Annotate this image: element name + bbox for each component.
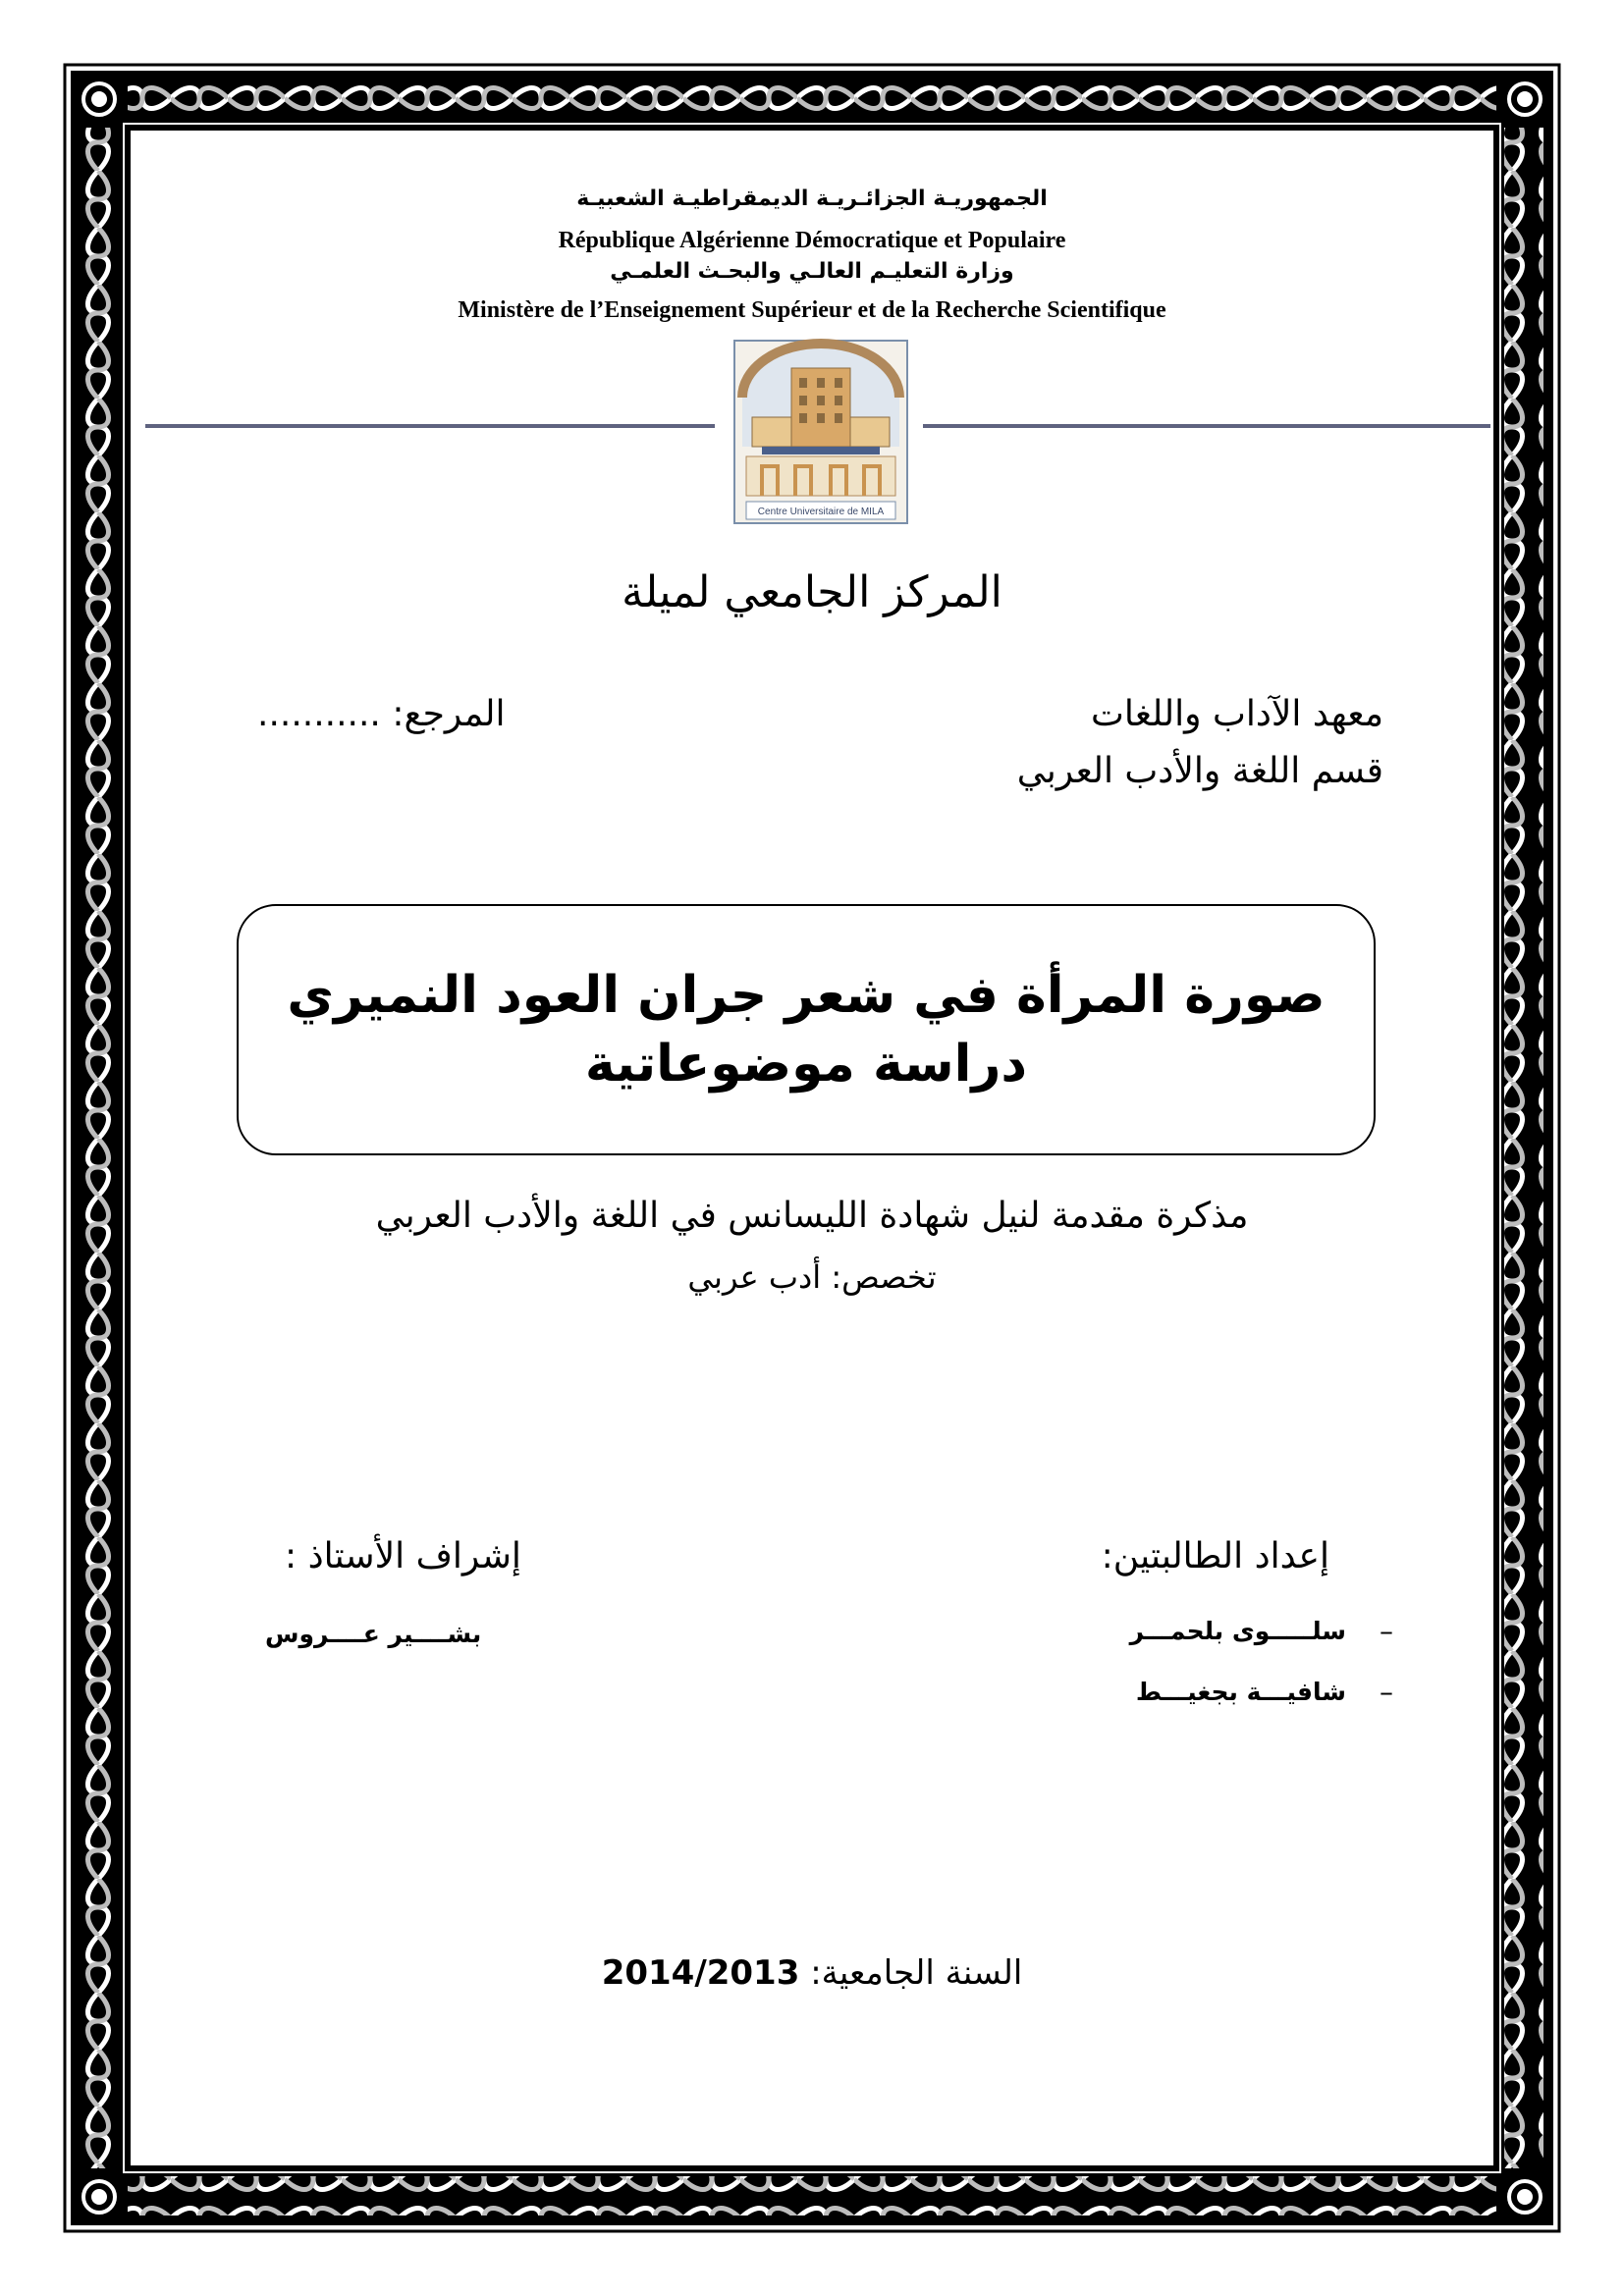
degree-statement: مذكرة مقدمة لنيل شهادة الليسانس في اللغة والأدب العربي	[375, 1196, 1249, 1236]
students-label: إعداد الطالبتين:	[1101, 1536, 1329, 1576]
specialty: تخصص: أدب عربي	[687, 1258, 937, 1296]
logo-caption: Centre Universitaire de MILA	[757, 507, 885, 517]
institute-name: معهد الآداب واللغات	[1091, 694, 1383, 734]
thesis-title-line1: صورة المرأة في شعر جران العود النميري	[287, 965, 1326, 1025]
header-rule-right	[923, 424, 1490, 428]
university-logo	[732, 339, 909, 525]
student-name-1: سلـــــوى بلحمـــر	[1129, 1617, 1346, 1645]
thesis-title-box	[237, 904, 1376, 1155]
student-name-2: شافيـــة بجغيـــط	[1135, 1678, 1346, 1706]
reference-field: المرجع: ...........	[257, 694, 506, 734]
supervisor-label: إشراف الأستاذ :	[285, 1536, 521, 1576]
academic-year-label: السنة الجامعية:	[810, 1953, 1023, 1993]
academic-year	[0, 1953, 1624, 1993]
bullet: –	[1380, 1615, 1393, 1647]
institution-name: المركز الجامعي لميلة	[622, 567, 1002, 617]
academic-year-value: 2014/2013	[601, 1953, 800, 1993]
supervisor-name: بشــــير عــــروس	[265, 1620, 482, 1648]
header-rule-left	[145, 424, 715, 428]
republic-arabic: الجمهوريـة الجزائـريـة الديمقراطيـة الشعبيـة	[576, 187, 1048, 211]
thesis-title-line2: دراسة موضوعاتية	[584, 1035, 1028, 1094]
student-row-1	[1130, 1615, 1393, 1647]
ministry-arabic: وزارة التعليـم العالـي والبحـث العلمـي	[610, 259, 1014, 284]
ministry-french: Ministère de l’Enseignement Supérieur et de la Recherche Scientifique	[458, 297, 1166, 323]
republic-french: République Algérienne Démocratique et Populaire	[558, 228, 1066, 253]
student-row-2	[1136, 1676, 1393, 1708]
department-name: قسم اللغة والأدب العربي	[1016, 751, 1383, 791]
bullet: –	[1380, 1676, 1393, 1708]
